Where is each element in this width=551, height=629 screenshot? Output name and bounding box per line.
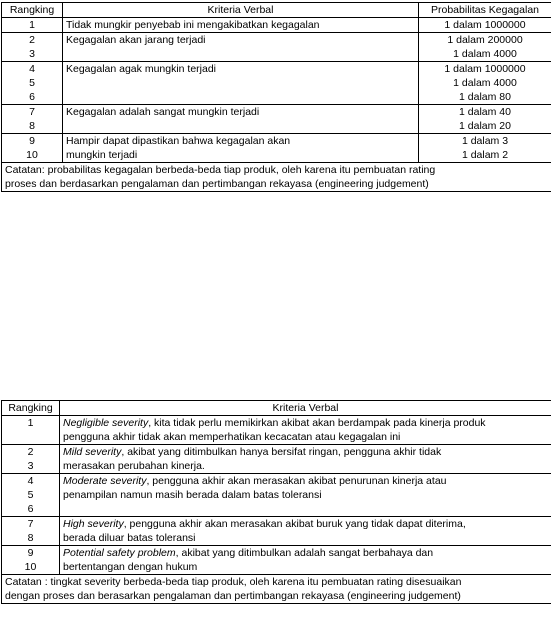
table-row: 8 berada diluar batas toleransi bbox=[2, 531, 551, 546]
table-row: 10 bertentangan dengan hukum bbox=[2, 560, 551, 575]
table-row: 4 Kegagalan agak mungkin terjadi 1 dalam 1000000 bbox=[2, 62, 551, 77]
severity-term: Negligible severity bbox=[63, 417, 149, 429]
header-probabilitas: Probabilitas Kegagalan bbox=[419, 3, 551, 18]
table-row: 5 1 dalam 4000 bbox=[2, 76, 551, 90]
table-row: 9 Potential safety problem, akibat yang ditimbulkan adalah sangat berbahaya dan bbox=[2, 546, 551, 561]
table-note: dengan proses dan berasarkan pengalaman dan pertimbangan rekayasa (engineering judgement) bbox=[2, 589, 551, 604]
table-row: 5 penampilan namun masih berada dalam batas toleransi bbox=[2, 488, 551, 502]
table-row: 2 Mild severity, akibat yang ditimbulkan hanya bersifat ringan, pengguna akhir tidak bbox=[2, 445, 551, 460]
table-note: Catatan : tingkat severity berbeda-beda tiap produk, oleh karena itu pembuatan rating disesuaikan bbox=[2, 575, 551, 590]
table-row: 9 Hampir dapat dipastikan bahwa kegagalan akan 1 dalam 3 bbox=[2, 134, 551, 149]
header-kriteria-verbal: Kriteria Verbal bbox=[63, 3, 419, 18]
table-row: 7 Kegagalan adalah sangat mungkin terjadi 1 dalam 40 bbox=[2, 105, 551, 120]
probability-table bbox=[1, 2, 551, 192]
table-header-row bbox=[2, 401, 551, 416]
severity-term: High severity bbox=[63, 518, 124, 530]
table-row: pengguna akhir tidak akan memperhatikan kecacatan atau kegagalan ini bbox=[2, 430, 551, 445]
table-note-row bbox=[2, 575, 551, 590]
table-row: 6 bbox=[2, 502, 551, 517]
severity-term: Moderate severity bbox=[63, 475, 147, 487]
table-row: 1 Tidak mungkir penyebab ini mengakibatkan kegagalan 1 dalam 1000000 bbox=[2, 18, 551, 33]
table-note: Catatan: probabilitas kegagalan berbeda-beda tiap produk, oleh karena itu pembuatan rating bbox=[2, 163, 551, 178]
table-row: 6 1 dalam 80 bbox=[2, 90, 551, 105]
severity-table bbox=[1, 400, 551, 604]
header-rangking: Rangking bbox=[2, 401, 60, 416]
table-header-row bbox=[2, 3, 551, 18]
severity-term: Potential safety problem bbox=[63, 547, 176, 559]
table-row: 4 Moderate severity, pengguna akhir akan merasakan akibat penurunan kinerja atau bbox=[2, 474, 551, 489]
severity-term: Mild severity bbox=[63, 446, 122, 458]
table-row: 8 1 dalam 20 bbox=[2, 119, 551, 134]
table-note-row bbox=[2, 177, 551, 192]
table-row: 3 merasakan perubahan kinerja. bbox=[2, 459, 551, 474]
table-note-row bbox=[2, 589, 551, 604]
table-row: 2 Kegagalan akan jarang terjadi 1 dalam 200000 bbox=[2, 33, 551, 48]
header-kriteria-verbal: Kriteria Verbal bbox=[60, 401, 551, 416]
table-row: 1 Negligible severity, kita tidak perlu memikirkan akibat akan berdampak pada kinerja produk bbox=[2, 416, 551, 431]
table-row: 10 mungkin terjadi 1 dalam 2 bbox=[2, 148, 551, 163]
table-row: 3 1 dalam 4000 bbox=[2, 47, 551, 62]
table-note-row bbox=[2, 163, 551, 178]
table-row: 7 High severity, pengguna akhir akan merasakan akibat buruk yang tidak dapat diterima, bbox=[2, 517, 551, 532]
table-note: proses dan berdasarkan pengalaman dan pertimbangan rekayasa (engineering judgement) bbox=[2, 177, 551, 192]
header-rangking: Rangking bbox=[2, 3, 63, 18]
